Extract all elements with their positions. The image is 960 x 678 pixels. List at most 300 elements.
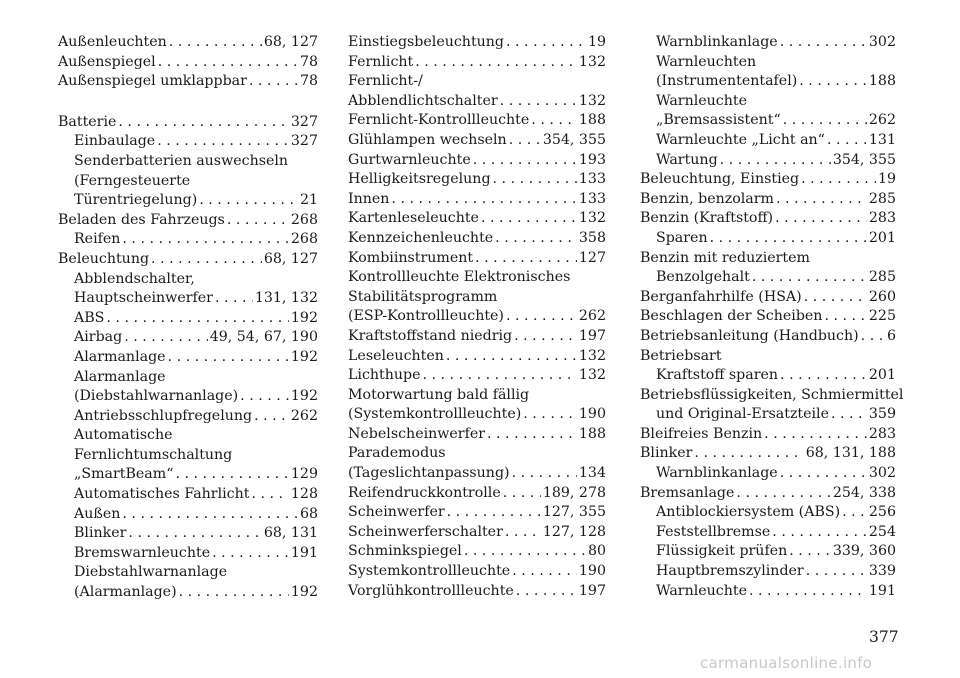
index-term: Warnleuchte bbox=[656, 92, 747, 109]
index-term: Einbaulage bbox=[74, 133, 156, 150]
index-term: Blinker bbox=[74, 525, 127, 542]
index-entry bbox=[348, 386, 606, 425]
dot-leader bbox=[446, 347, 577, 367]
dot-leader bbox=[151, 250, 262, 270]
page-reference: 21 bbox=[299, 192, 318, 209]
index-entry bbox=[348, 542, 606, 562]
page-reference: 129 bbox=[290, 466, 318, 483]
index-entry-line bbox=[58, 53, 318, 73]
page-reference: 132 bbox=[578, 210, 606, 227]
page-reference: 68, 131, 188 bbox=[805, 445, 896, 462]
index-term: Benzin (Kraftstoff) bbox=[640, 210, 774, 227]
page-reference: 201 bbox=[868, 367, 896, 384]
index-entry bbox=[58, 132, 318, 152]
index-term: Fernlicht-Kontrollleuchte bbox=[348, 112, 530, 129]
index-entry-line bbox=[348, 307, 606, 327]
index-term: Abblendschalter, bbox=[74, 270, 195, 287]
dot-leader bbox=[227, 211, 289, 231]
index-entry bbox=[640, 209, 896, 229]
index-entry bbox=[348, 444, 606, 483]
index-entry-line bbox=[640, 464, 896, 484]
page-reference: 132 bbox=[578, 367, 606, 384]
dot-leader bbox=[861, 327, 885, 347]
index-entry bbox=[58, 328, 318, 348]
index-term: Leseleuchten bbox=[348, 347, 444, 364]
dot-leader bbox=[514, 327, 577, 347]
dot-leader bbox=[254, 407, 289, 427]
index-entry-line bbox=[58, 191, 318, 211]
index-entry bbox=[348, 523, 606, 543]
page-reference: 19 bbox=[587, 34, 606, 50]
index-entry bbox=[348, 190, 606, 210]
dot-leader bbox=[473, 151, 577, 171]
index-term: „Bremsassistent“ bbox=[656, 112, 781, 129]
page-reference: 191 bbox=[290, 544, 318, 561]
index-entry bbox=[58, 524, 318, 544]
watermark-text[interactable]: carmanualsonline.info bbox=[700, 654, 873, 672]
index-entry bbox=[640, 444, 896, 464]
dot-leader bbox=[212, 544, 289, 564]
index-term: Einstiegsbeleuchtung bbox=[348, 34, 505, 50]
index-term: Scheinwerferschalter bbox=[348, 523, 503, 540]
index-term: Betriebsflüssigkeiten, Schmiermittel bbox=[640, 386, 904, 403]
index-entry bbox=[640, 92, 896, 131]
index-entry-line bbox=[58, 250, 318, 270]
index-entry-line bbox=[348, 562, 606, 582]
dot-leader bbox=[124, 328, 207, 348]
index-entry-line bbox=[348, 523, 606, 543]
index-entry bbox=[348, 33, 606, 53]
index-term: Lichthupe bbox=[348, 367, 421, 384]
index-entry-line bbox=[640, 503, 896, 523]
index-entry-line bbox=[348, 327, 606, 347]
page-reference: 68, 127 bbox=[263, 34, 318, 50]
index-term: Außenspiegel umklappbar bbox=[58, 73, 247, 90]
index-entry bbox=[58, 426, 318, 485]
dot-leader bbox=[506, 33, 586, 53]
index-entry-line bbox=[58, 583, 318, 603]
page-reference: 339, 360 bbox=[832, 543, 896, 560]
dot-leader bbox=[505, 523, 541, 543]
index-entry-line bbox=[348, 425, 606, 445]
index-entry bbox=[348, 268, 606, 327]
index-term: Flüssigkeit prüfen bbox=[656, 543, 788, 560]
index-entry-line bbox=[640, 542, 896, 562]
index-term: Benzin, benzolarm bbox=[640, 190, 774, 207]
page-reference: 19 bbox=[877, 171, 896, 188]
index-column-2 bbox=[348, 33, 606, 601]
index-entry-line bbox=[640, 405, 896, 425]
index-term: Automatische bbox=[74, 427, 173, 444]
page-reference: 201 bbox=[868, 229, 896, 246]
index-entry-line bbox=[640, 72, 896, 92]
index-term: Türentriegelung) bbox=[74, 192, 198, 209]
index-term: Abblendlichtschalter bbox=[348, 92, 498, 109]
page-reference: 6 bbox=[886, 327, 896, 344]
index-term: Hauptbremszylinder bbox=[656, 563, 804, 580]
index-term: Kartenleseleuchte bbox=[348, 210, 479, 227]
page-reference: 191 bbox=[868, 582, 896, 599]
index-entry bbox=[640, 327, 896, 347]
index-entry bbox=[640, 425, 896, 445]
index-entry-line bbox=[58, 524, 318, 544]
index-entry bbox=[58, 368, 318, 407]
page-reference: 127, 355 bbox=[542, 504, 606, 521]
index-term: Kennzeichenleuchte bbox=[348, 229, 494, 246]
dot-leader bbox=[776, 190, 867, 210]
dot-leader bbox=[169, 33, 262, 53]
index-entry-line bbox=[348, 92, 606, 112]
dot-leader bbox=[531, 111, 577, 131]
index-entry-line bbox=[348, 464, 606, 484]
page-reference: 327 bbox=[290, 133, 318, 150]
index-term: Warnleuchte bbox=[656, 582, 747, 599]
page-reference: 128 bbox=[290, 486, 318, 503]
index-entry bbox=[58, 211, 318, 231]
index-entry bbox=[640, 523, 896, 543]
index-term: Motorwartung bald fällig bbox=[348, 386, 530, 403]
index-term: Benzin mit reduziertem bbox=[640, 249, 810, 266]
index-entry-line bbox=[348, 131, 606, 151]
index-entry bbox=[640, 190, 896, 210]
index-entry bbox=[58, 72, 318, 92]
dot-leader bbox=[464, 542, 586, 562]
dot-leader bbox=[831, 405, 867, 425]
index-term: (Ferngesteuerte bbox=[74, 172, 191, 189]
index-term: Systemkontrollleuchte bbox=[348, 563, 511, 580]
page-reference: 192 bbox=[290, 388, 318, 405]
index-entry bbox=[640, 249, 896, 288]
page-reference: 262 bbox=[578, 308, 606, 325]
index-entry bbox=[348, 151, 606, 171]
dot-leader bbox=[475, 249, 577, 269]
index-entry bbox=[640, 170, 896, 190]
page-reference: 68, 127 bbox=[263, 250, 318, 267]
index-entry-line bbox=[348, 582, 606, 602]
index-entry-line bbox=[58, 113, 318, 133]
index-entry-line bbox=[348, 347, 606, 367]
page-reference: 132 bbox=[578, 92, 606, 109]
index-entry bbox=[58, 485, 318, 505]
index-term: (ESP-Kontrollleuchte) bbox=[348, 308, 504, 325]
index-term: Benzolgehalt bbox=[656, 269, 750, 286]
index-entry bbox=[348, 229, 606, 249]
page-reference: 78 bbox=[299, 73, 318, 90]
page-reference: 339 bbox=[868, 563, 896, 580]
dot-leader bbox=[827, 131, 867, 151]
index-term: Reifendruckkontrolle bbox=[348, 484, 501, 501]
index-entry-line bbox=[348, 151, 606, 171]
index-term: Kombiinstrument bbox=[348, 249, 474, 266]
index-term: Vorglühkontrollleuchte bbox=[348, 582, 514, 599]
page-reference: 254 bbox=[868, 523, 896, 540]
index-entry bbox=[58, 113, 318, 133]
index-entry bbox=[58, 53, 318, 73]
index-entry bbox=[58, 544, 318, 564]
dot-leader bbox=[240, 387, 289, 407]
dot-leader bbox=[720, 151, 831, 171]
index-term: Helligkeitsregelung bbox=[348, 171, 491, 188]
index-term: „SmartBeam“ bbox=[74, 466, 174, 483]
dot-leader bbox=[128, 524, 261, 544]
dot-leader bbox=[106, 309, 289, 329]
page-reference: 188 bbox=[578, 112, 606, 129]
index-entry bbox=[640, 347, 896, 386]
dot-leader bbox=[764, 425, 867, 445]
index-entry bbox=[348, 170, 606, 190]
dot-leader bbox=[694, 444, 803, 464]
dot-leader bbox=[523, 405, 577, 425]
index-entry bbox=[348, 347, 606, 367]
dot-leader bbox=[415, 53, 577, 73]
dot-leader bbox=[481, 209, 577, 229]
index-term: Schminkspiegel bbox=[348, 543, 462, 560]
index-entry bbox=[348, 53, 606, 73]
index-term: (Alarmanlage) bbox=[74, 584, 177, 601]
dot-leader bbox=[249, 72, 298, 92]
index-entry-line bbox=[348, 542, 606, 562]
index-term: (Systemkontrollleuchte) bbox=[348, 406, 522, 423]
page-reference: 358 bbox=[578, 229, 606, 246]
index-term: Sparen bbox=[656, 229, 708, 246]
page-reference: 354, 355 bbox=[832, 151, 896, 168]
index-term: Gurtwarnleuchte bbox=[348, 151, 471, 168]
index-entry-line bbox=[640, 484, 896, 504]
page-reference: 134 bbox=[578, 465, 606, 482]
dot-leader bbox=[118, 113, 289, 133]
dot-leader bbox=[175, 465, 288, 485]
index-term: Berganfahrhilfe (HSA) bbox=[640, 288, 802, 305]
page-reference: 78 bbox=[299, 53, 318, 70]
index-term: Antriebsschlupfregelung bbox=[74, 407, 253, 424]
index-entry-line bbox=[348, 209, 606, 229]
index-term: Betriebsart bbox=[640, 347, 722, 364]
page-reference: 68 bbox=[299, 505, 318, 522]
index-entry bbox=[58, 230, 318, 250]
index-term: Betriebsanleitung (Handbuch) bbox=[640, 327, 859, 344]
index-entry-line bbox=[640, 523, 896, 543]
page-reference: 285 bbox=[868, 190, 896, 207]
dot-leader bbox=[736, 484, 830, 504]
index-entry-line bbox=[348, 33, 606, 53]
index-term: Feststellbremse bbox=[656, 523, 771, 540]
page-reference: 132 bbox=[578, 53, 606, 70]
page-reference: 188 bbox=[868, 73, 896, 90]
index-entry bbox=[640, 503, 896, 523]
dot-leader bbox=[122, 505, 298, 525]
index-column-3 bbox=[640, 33, 904, 601]
index-entry-line bbox=[640, 582, 896, 602]
index-entry-line bbox=[640, 170, 896, 190]
dot-leader bbox=[157, 132, 289, 152]
page-reference: 268 bbox=[290, 231, 318, 248]
index-entry-line bbox=[58, 289, 318, 309]
dot-leader bbox=[806, 562, 867, 582]
index-term: Bleifreies Benzin bbox=[640, 425, 763, 442]
page-reference: 283 bbox=[868, 210, 896, 227]
index-entry bbox=[640, 288, 896, 308]
page-reference: 192 bbox=[290, 584, 318, 601]
index-entry bbox=[58, 505, 318, 525]
index-term: Stabilitätsprogramm bbox=[348, 288, 498, 305]
page-reference: 131 bbox=[868, 131, 896, 148]
index-entry-line bbox=[348, 170, 606, 190]
index-entry-line bbox=[58, 211, 318, 231]
index-entry-line bbox=[348, 484, 606, 504]
page-reference: 327 bbox=[290, 113, 318, 130]
index-entry-line bbox=[640, 131, 896, 151]
dot-leader bbox=[842, 503, 867, 523]
index-term: Hauptscheinwerfer bbox=[74, 290, 213, 307]
index-term: (Instrumententafel) bbox=[656, 73, 798, 90]
index-term: und Original-Ersatzteile bbox=[656, 406, 829, 423]
dot-leader bbox=[516, 582, 577, 602]
index-entry-line bbox=[640, 562, 896, 582]
index-entry bbox=[640, 151, 896, 171]
index-entry bbox=[58, 407, 318, 427]
page-reference: 254, 338 bbox=[832, 484, 896, 501]
dot-leader bbox=[215, 289, 253, 309]
dot-leader bbox=[780, 366, 867, 386]
index-entry-line bbox=[348, 405, 606, 425]
dot-leader bbox=[158, 53, 298, 73]
index-entry-line bbox=[348, 249, 606, 269]
dot-leader bbox=[804, 288, 867, 308]
index-term: Kraftstoff sparen bbox=[656, 367, 779, 384]
index-entry bbox=[640, 53, 896, 92]
dot-leader bbox=[772, 523, 867, 543]
index-entry-line bbox=[640, 33, 896, 53]
dot-leader bbox=[824, 307, 866, 327]
index-term: Scheinwerfer bbox=[348, 504, 445, 521]
index-entry-line bbox=[640, 151, 896, 171]
index-entry-line bbox=[640, 288, 896, 308]
index-entry-line bbox=[348, 111, 606, 131]
index-term: Automatisches Fahrlicht bbox=[74, 486, 250, 503]
index-entry bbox=[58, 152, 318, 211]
dot-leader bbox=[447, 503, 541, 523]
page-reference: 197 bbox=[578, 327, 606, 344]
page-number: 377 bbox=[869, 628, 899, 646]
page-reference: 127 bbox=[578, 249, 606, 266]
index-term: Warnblinkanlage bbox=[656, 465, 778, 482]
index-entry-line bbox=[58, 348, 318, 368]
index-entry-line bbox=[640, 444, 896, 464]
index-term: (Diebstahlwarnanlage) bbox=[74, 388, 239, 405]
dot-leader bbox=[752, 268, 867, 288]
index-entry bbox=[348, 209, 606, 229]
page-reference: 283 bbox=[868, 425, 896, 442]
index-term: Nebelscheinwerfer bbox=[348, 425, 486, 442]
index-entry bbox=[640, 386, 904, 425]
index-entry-line bbox=[640, 366, 896, 386]
index-entry bbox=[640, 229, 896, 249]
index-entry bbox=[640, 542, 896, 562]
index-term: ABS bbox=[74, 309, 105, 326]
index-term: Beladen des Fahrzeugs bbox=[58, 211, 225, 228]
page-reference: 132 bbox=[578, 347, 606, 364]
dot-leader bbox=[799, 72, 867, 92]
index-term: Warnblinkanlage bbox=[656, 34, 778, 50]
dot-leader bbox=[509, 131, 541, 151]
page-reference: 359 bbox=[868, 406, 896, 423]
index-entry-line bbox=[58, 465, 318, 485]
dot-leader bbox=[199, 191, 298, 211]
index-entry bbox=[58, 270, 318, 309]
page-reference: 225 bbox=[868, 308, 896, 325]
dot-leader bbox=[789, 542, 831, 562]
index-entry-line bbox=[58, 132, 318, 152]
index-term: Antiblockiersystem (ABS) bbox=[656, 504, 841, 521]
page-reference: 262 bbox=[868, 112, 896, 129]
index-term: Wartung bbox=[656, 151, 718, 168]
dot-leader bbox=[168, 348, 289, 368]
dot-leader bbox=[179, 583, 289, 603]
page-reference: 131, 132 bbox=[254, 290, 318, 307]
dot-leader bbox=[503, 484, 541, 504]
index-term: Airbag bbox=[74, 329, 123, 346]
page-reference: 192 bbox=[290, 309, 318, 326]
page-reference: 193 bbox=[578, 151, 606, 168]
page-reference: 256 bbox=[868, 504, 896, 521]
page-reference: 260 bbox=[868, 288, 896, 305]
index-term: (Tageslichtanpassung) bbox=[348, 465, 510, 482]
index-term: Außenspiegel bbox=[58, 53, 156, 70]
index-entry-line bbox=[640, 327, 896, 347]
index-entry bbox=[640, 33, 896, 53]
index-entry bbox=[348, 562, 606, 582]
index-term: Senderbatterien auswechseln bbox=[74, 152, 289, 169]
index-entry-line bbox=[348, 503, 606, 523]
dot-leader bbox=[749, 582, 867, 602]
index-entry bbox=[58, 250, 318, 270]
page-reference: 133 bbox=[578, 190, 606, 207]
dot-leader bbox=[801, 170, 876, 190]
page-reference: 197 bbox=[578, 582, 606, 599]
page-reference: 127, 128 bbox=[542, 523, 606, 540]
index-entry-line bbox=[640, 111, 896, 131]
page-reference: 302 bbox=[868, 34, 896, 50]
index-term: Fernlicht-/ bbox=[348, 73, 423, 90]
dot-leader bbox=[495, 229, 577, 249]
index-entry-line bbox=[640, 425, 896, 445]
index-entry-line bbox=[640, 229, 896, 249]
page-reference: 188 bbox=[578, 425, 606, 442]
index-entry-line bbox=[348, 366, 606, 386]
index-term: Bremswarnleuchte bbox=[74, 544, 211, 561]
index-entry-line bbox=[640, 268, 896, 288]
index-entry bbox=[58, 563, 318, 602]
index-entry-line bbox=[348, 53, 606, 73]
index-entry-line bbox=[58, 33, 318, 53]
dot-leader bbox=[506, 307, 577, 327]
page-reference: 68, 131 bbox=[263, 525, 318, 542]
dot-leader bbox=[500, 92, 577, 112]
dot-leader bbox=[122, 230, 289, 250]
index-term: Warnleuchte „Licht an“ bbox=[656, 131, 825, 148]
index-term: Reifen bbox=[74, 231, 121, 248]
index-entry bbox=[58, 348, 318, 368]
index-entry-line bbox=[58, 328, 318, 348]
index-entry-line bbox=[58, 387, 318, 407]
page-reference: 189, 278 bbox=[542, 484, 606, 501]
index-entry bbox=[58, 309, 318, 329]
index-entry-line bbox=[58, 505, 318, 525]
index-term: Beleuchtung, Einstieg bbox=[640, 171, 800, 188]
index-entry bbox=[348, 425, 606, 445]
page-reference: 302 bbox=[868, 465, 896, 482]
index-term: Innen bbox=[348, 190, 390, 207]
